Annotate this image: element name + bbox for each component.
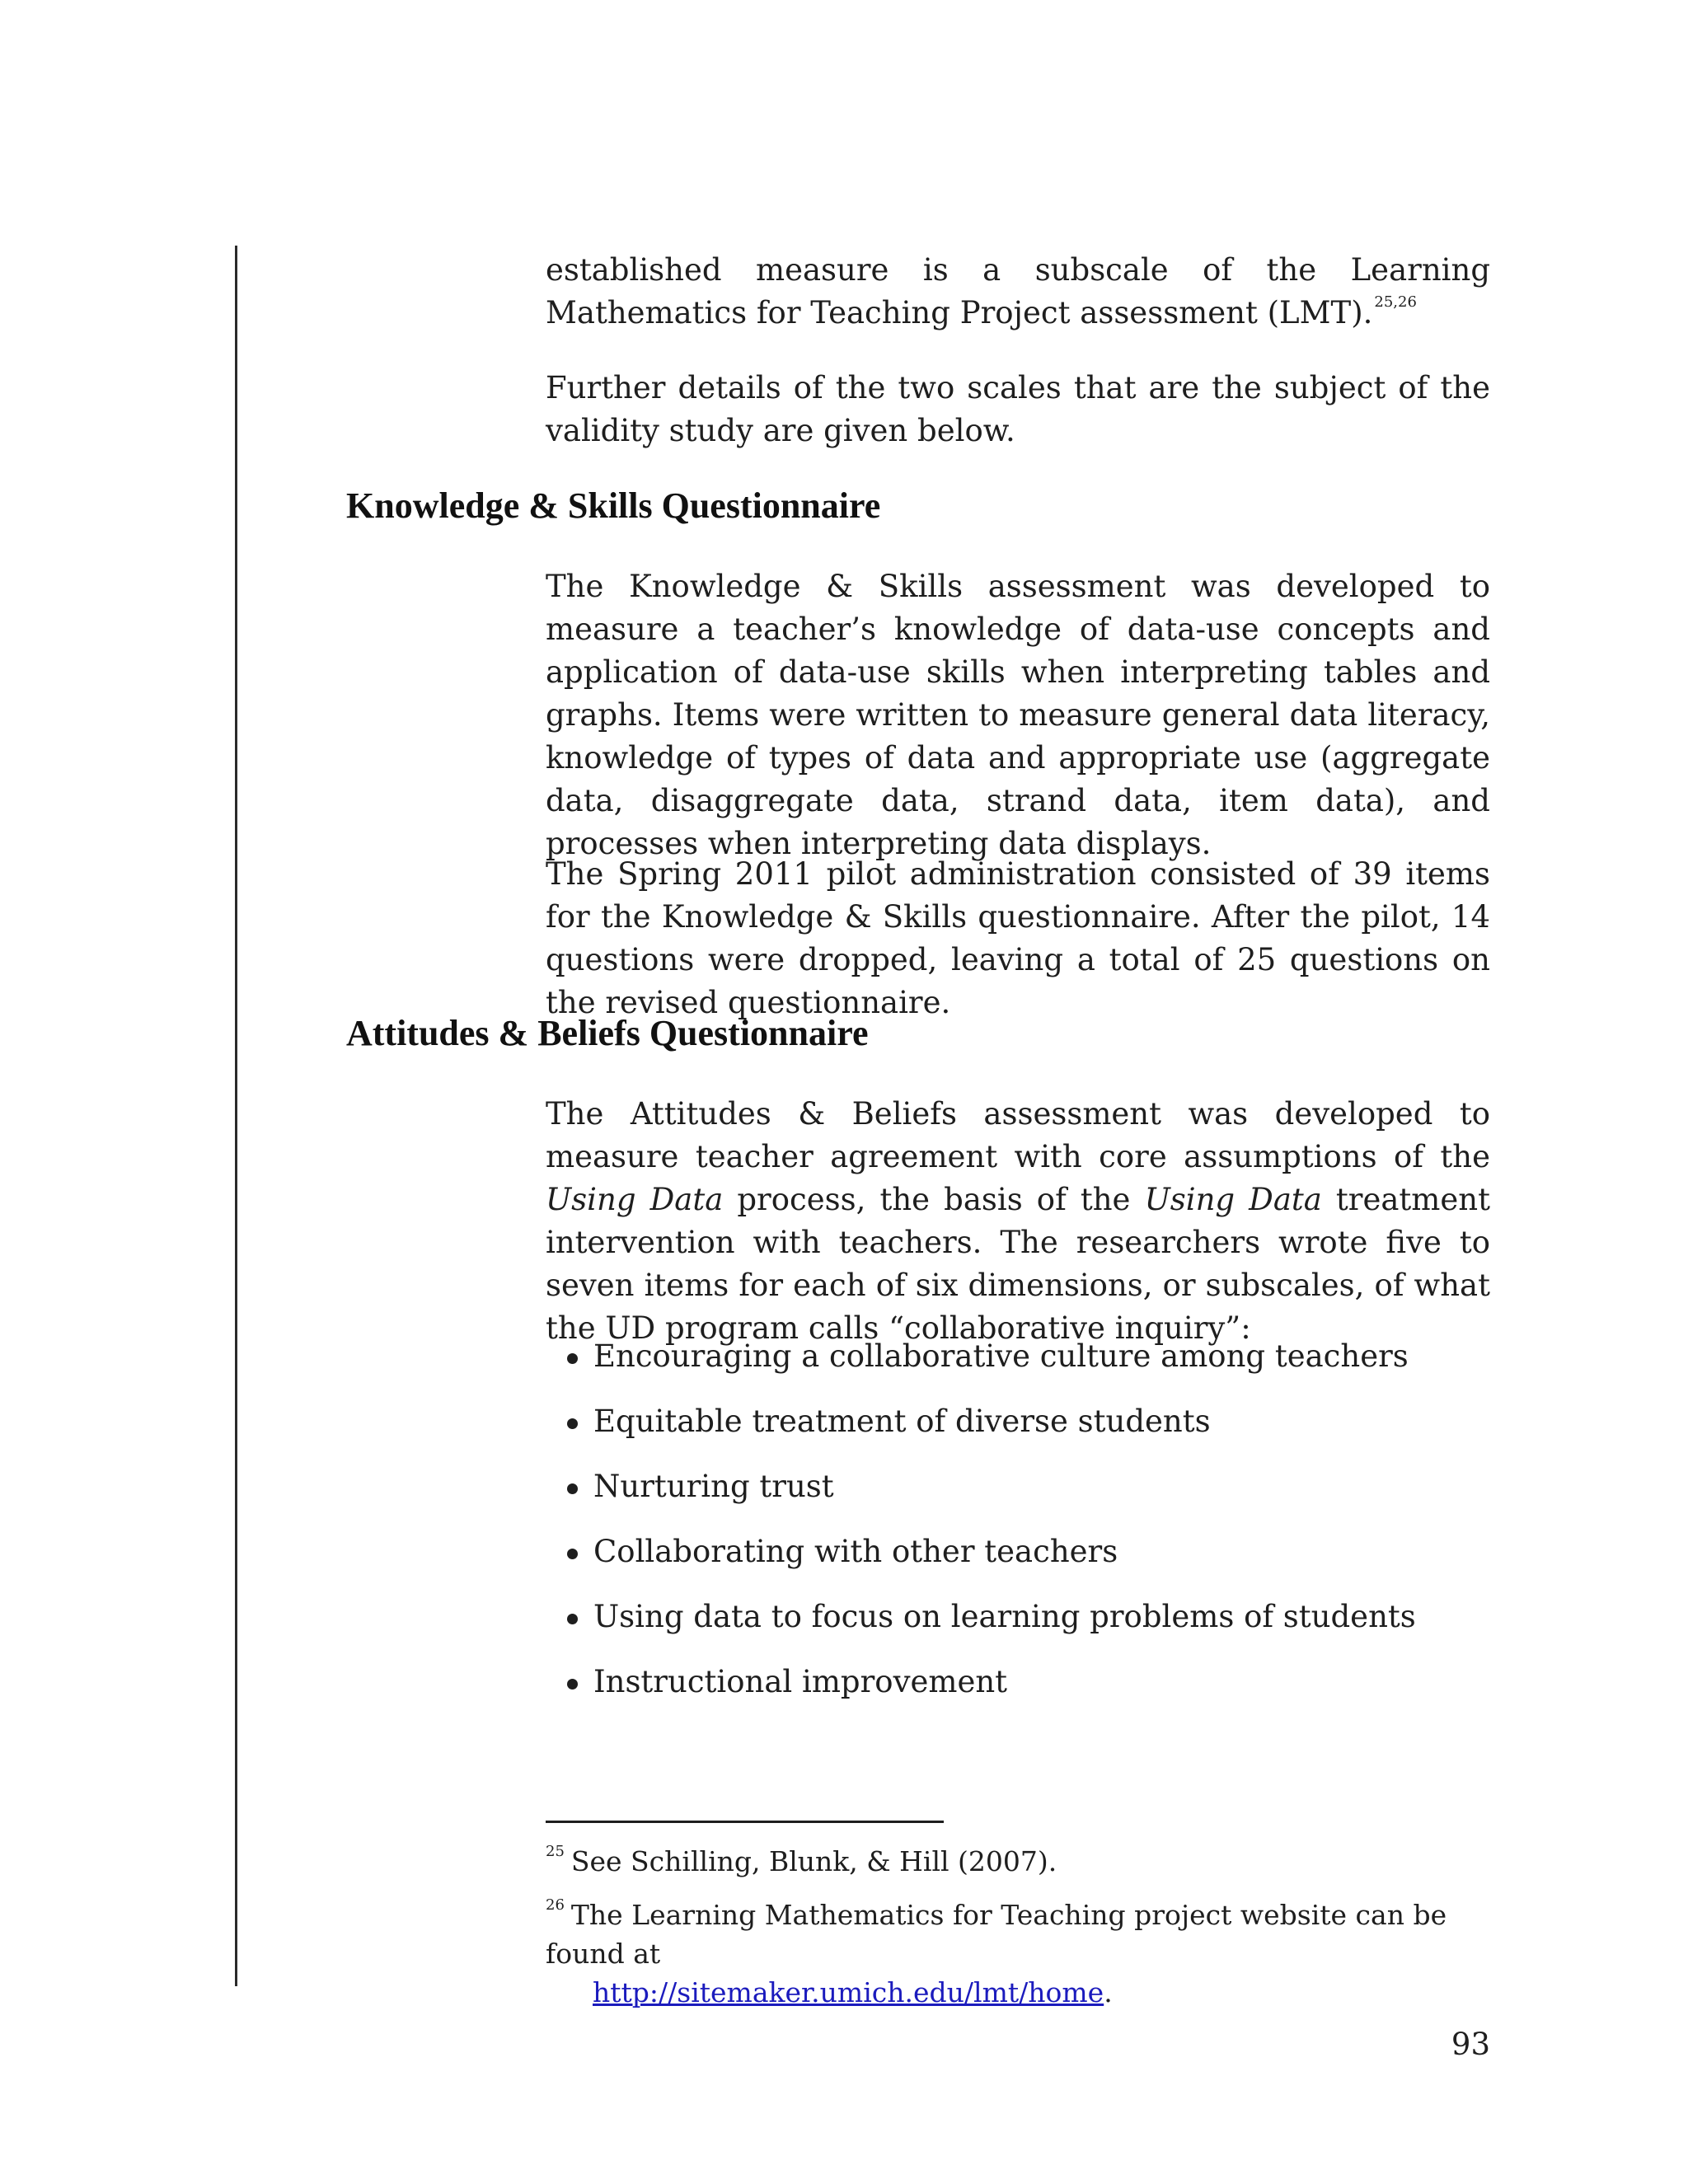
footnote-25-number: 25 bbox=[546, 1843, 565, 1860]
attitudes-text-c: treatment intervention with teachers. The researchers wrote five to seven items for each of six dimensions, or subscales, of what the UD program calls “collaborative inquiry”: bbox=[546, 1182, 1490, 1346]
footnote-26-text: The Learning Mathematics for Teaching project website can be found at bbox=[546, 1899, 1447, 1970]
lmt-website-link[interactable]: http://sitemaker.umich.edu/lmt/home bbox=[593, 1976, 1104, 2008]
bullet-icon bbox=[567, 1418, 578, 1429]
list-item-text: Instructional improvement bbox=[593, 1664, 1008, 1699]
list-item bbox=[593, 1661, 1484, 1726]
footnote-26-number: 26 bbox=[546, 1896, 565, 1914]
list-item bbox=[593, 1530, 1484, 1596]
knowledge-paragraph-2: The Spring 2011 pilot administration consisted of 39 items for the Knowledge & Skills questionnaire. After the pilot, 14 questions were dropped, leaving a total of 25 questions on the revised questionnaire. bbox=[546, 856, 1490, 1020]
footnote-26-continuation bbox=[546, 1973, 1490, 2012]
using-data-emphasis-2: Using Data bbox=[1144, 1182, 1322, 1217]
intro-paragraph-1-text: established measure is a subscale of the Learning Mathematics for Teaching Project assessment (LMT). bbox=[546, 252, 1490, 330]
list-item-text: Encouraging a collaborative culture among teachers bbox=[593, 1338, 1409, 1374]
attitudes-beliefs-heading: Attitudes & Beliefs Questionnaire bbox=[346, 1013, 869, 1053]
intro-paragraph-2: Further details of the two scales that are the subject of the validity study are given below. bbox=[546, 370, 1490, 448]
attitudes-text-a: The Attitudes & Beliefs assessment was developed to measure teacher agreement with core assumptions of the bbox=[546, 1096, 1490, 1174]
using-data-emphasis-1: Using Data bbox=[546, 1182, 724, 1217]
bullet-icon bbox=[567, 1614, 578, 1624]
bullet-icon bbox=[567, 1679, 578, 1690]
dimensions-list bbox=[593, 1335, 1484, 1726]
list-item-text: Using data to focus on learning problems of students bbox=[593, 1599, 1416, 1634]
knowledge-paragraph-1: The Knowledge & Skills assessment was developed to measure a teacher’s knowledge of data-use concepts and application of data-use skills when interpreting tables and graphs. Items were written to measure general data literacy, knowledge of types of data and appropriate use (aggregate data, disaggregate data, strand data, item data), and processes when interpreting data displays. bbox=[546, 569, 1490, 861]
list-item-text: Equitable treatment of diverse students bbox=[593, 1404, 1211, 1439]
footnote-26-period: . bbox=[1104, 1976, 1113, 2008]
list-item bbox=[593, 1596, 1484, 1661]
footnote-25-text: See Schilling, Blunk, & Hill (2007). bbox=[570, 1845, 1057, 1877]
attitudes-text-b: process, the basis of the bbox=[723, 1182, 1145, 1217]
list-item-text: Nurturing trust bbox=[593, 1469, 834, 1504]
bullet-icon bbox=[567, 1353, 578, 1364]
footnote-ref-25-26[interactable]: 25,26 bbox=[1374, 293, 1417, 311]
attitudes-paragraph-1 bbox=[546, 1093, 1490, 1350]
bullet-icon bbox=[567, 1483, 578, 1494]
knowledge-skills-heading: Knowledge & Skills Questionnaire bbox=[346, 485, 881, 526]
list-item bbox=[593, 1335, 1484, 1400]
footnote-divider bbox=[546, 1821, 944, 1823]
footnote-25 bbox=[546, 1842, 1490, 1881]
margin-rule bbox=[235, 246, 237, 1986]
footnote-26 bbox=[546, 1896, 1490, 2012]
page-number: 93 bbox=[1451, 2027, 1490, 2062]
bullet-icon bbox=[567, 1549, 578, 1559]
intro-paragraph-1 bbox=[546, 249, 1490, 335]
list-item bbox=[593, 1465, 1484, 1530]
list-item bbox=[593, 1400, 1484, 1465]
list-item-text: Collaborating with other teachers bbox=[593, 1534, 1118, 1569]
